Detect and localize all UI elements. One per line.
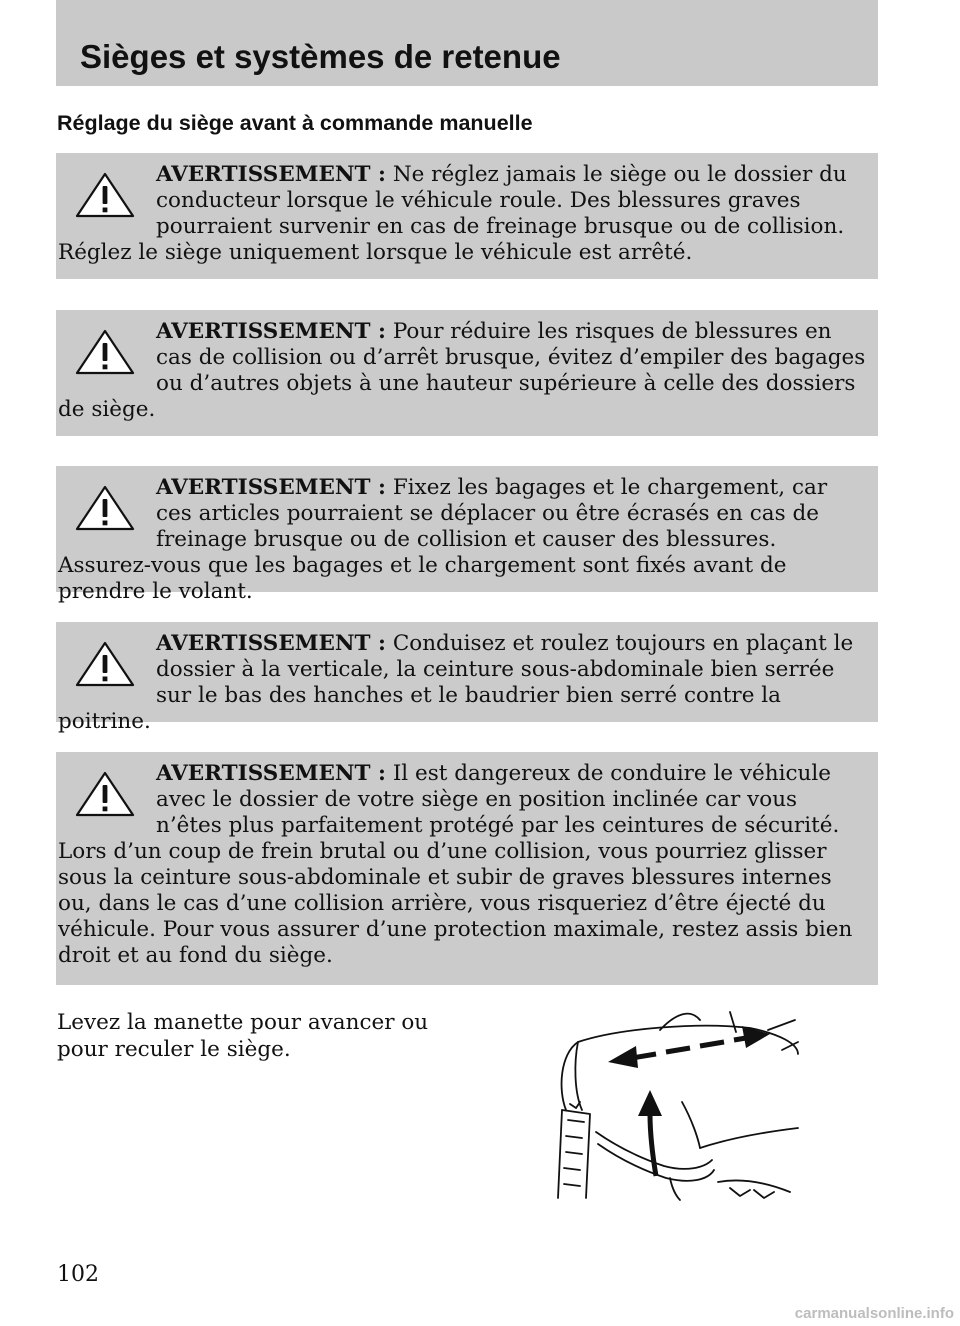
warning-label: AVERTISSEMENT : bbox=[156, 475, 386, 500]
page-title: Sièges et systèmes de retenue bbox=[80, 38, 561, 75]
warning-label: AVERTISSEMENT : bbox=[156, 162, 386, 187]
warning-box bbox=[56, 622, 878, 734]
watermark: carmanualsonline.info bbox=[794, 1305, 954, 1322]
warning-text: Fixez les bagages et le chargement, car ces articles pourraient se déplacer ou être écrasés en cas de freinage brusque ou de collision et causer des blessures. Assurez-vous que les bagages et le chargement sont fixés avant de prendre le volant. bbox=[58, 475, 828, 604]
warning-text: Conduisez et roulez toujours en plaçant le dossier à la verticale, la ceinture sous-abdominale bien serrée sur le bas des hanches et le baudrier bien serré contre la poitrine. bbox=[58, 631, 854, 734]
warning-text: Pour réduire les risques de blessures en cas de collision ou d’arrêt brusque, évitez d’empiler des bagages ou d’autres objets à une hauteur supérieure à celle des dossiers de siège. bbox=[58, 319, 866, 422]
header-band bbox=[56, 0, 878, 86]
warning-triangle-icon bbox=[74, 485, 136, 531]
section-heading: Réglage du siège avant à commande manuelle bbox=[57, 111, 533, 135]
warning-text: Ne réglez jamais le siège ou le dossier du conducteur lorsque le véhicule roule. Des blessures graves pourraient survenir en cas de freinage brusque ou de collision. Réglez le siège uniquement lorsque le véhicule est arrêté. bbox=[58, 162, 847, 265]
warning-box bbox=[56, 310, 878, 436]
warning-triangle-icon bbox=[74, 641, 136, 687]
warning-paragraph bbox=[58, 475, 866, 605]
warning-box bbox=[56, 466, 878, 604]
seat-adjustment-illustration bbox=[540, 1002, 800, 1202]
warning-triangle-icon bbox=[74, 172, 136, 218]
warning-paragraph bbox=[58, 162, 866, 266]
page-number: 102 bbox=[57, 1262, 99, 1287]
warning-paragraph bbox=[58, 319, 866, 423]
warning-paragraph bbox=[58, 631, 866, 735]
warning-paragraph bbox=[58, 761, 866, 969]
warning-label: AVERTISSEMENT : bbox=[156, 631, 386, 656]
warning-triangle-icon bbox=[74, 771, 136, 817]
warning-text: Il est dangereux de conduire le véhicule avec le dossier de votre siège en position inclinée car vous n’êtes plus parfaitement protégé par les ceintures de sécurité. Lors d’un coup de frein brutal ou d’une collision, vous pourriez glisser sous la ceinture sous-abdominale et subir de graves blessures internes ou, dans le cas d’une collision arrière, vous risqueriez d’être éjecté du véhicule. Pour vous assurer d’une protection maximale, restez assis bien droit et au fond du siège. bbox=[58, 761, 853, 968]
warning-label: AVERTISSEMENT : bbox=[156, 761, 386, 786]
warning-label: AVERTISSEMENT : bbox=[156, 319, 386, 344]
warning-triangle-icon bbox=[74, 329, 136, 375]
warning-box bbox=[56, 752, 878, 985]
warning-box bbox=[56, 153, 878, 279]
instruction-text: Levez la manette pour avancer ou pour reculer le siège. bbox=[57, 1010, 429, 1062]
